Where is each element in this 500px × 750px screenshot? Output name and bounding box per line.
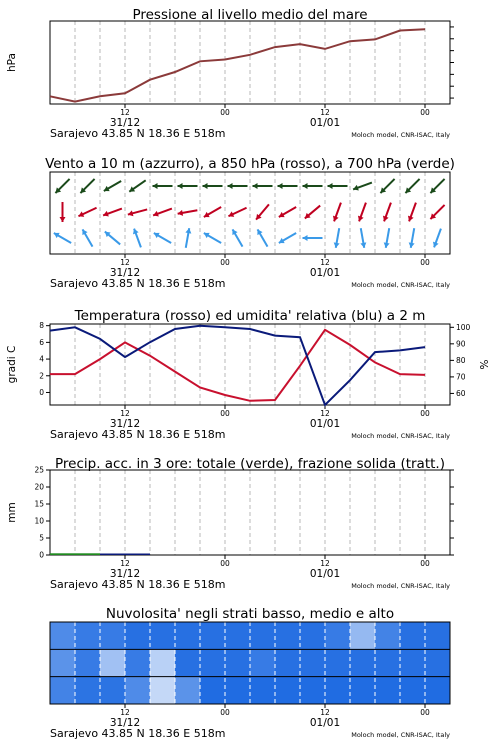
cloud-cell: [325, 677, 351, 705]
y-tick-label: 10: [34, 516, 44, 526]
x-tick-label: 12: [320, 708, 330, 717]
wind-head: [60, 217, 66, 222]
model-credit: Moloch model, CNR-ISAC, Italy: [351, 731, 450, 739]
cloud-cell: [350, 677, 376, 705]
date-label: 31/12: [109, 117, 141, 129]
cloud-cell: [325, 649, 351, 677]
wind-arrow: [80, 179, 94, 193]
wind-arrow: [204, 233, 221, 243]
x-tick-label: 00: [220, 708, 230, 717]
x-tick-label: 00: [220, 258, 230, 267]
cloud-cell: [300, 677, 326, 705]
date-label: 31/12: [109, 568, 141, 580]
wind-arrow: [408, 203, 416, 222]
cloud-cell: [200, 677, 226, 705]
wind-head: [153, 183, 158, 189]
cloud-cell: [125, 649, 151, 677]
wind-arrow: [153, 209, 172, 217]
wind-arrow: [358, 203, 366, 222]
wind-arrow: [128, 209, 147, 216]
cloud-cell: [350, 649, 376, 677]
wind-arrow: [54, 233, 71, 243]
wind-arrow: [256, 204, 269, 219]
plot-frame: [50, 324, 450, 405]
wind-head: [203, 183, 208, 189]
wind-arrow: [430, 179, 444, 193]
wind-arrow: [203, 183, 223, 189]
cloud-cell: [100, 677, 126, 705]
cloud-cell: [150, 622, 176, 650]
location-label: Sarajevo 43.85 N 18.36 E 518m: [50, 277, 226, 290]
cloud-cell: [300, 622, 326, 650]
cloud-cell: [175, 649, 201, 677]
y-tick-label: 4: [39, 354, 44, 364]
x-tick-label: 12: [120, 559, 130, 568]
pressure-panel: [6, 7, 454, 140]
x-tick-label: 12: [120, 108, 130, 117]
wind-arrow: [82, 229, 92, 246]
cloud-cell: [175, 622, 201, 650]
x-tick-label: 12: [320, 108, 330, 117]
wind-arrow: [279, 207, 296, 217]
cloud-cell: [250, 622, 276, 650]
cloud-cell: [100, 622, 126, 650]
y-tick-label: 8: [39, 321, 44, 331]
wind-arrow: [105, 232, 120, 245]
wind-head: [278, 183, 283, 189]
cloud-cell: [275, 677, 301, 705]
wind-arrow: [228, 183, 248, 189]
date-label: 01/01: [309, 717, 341, 729]
cloud-cell: [75, 649, 101, 677]
date-label: 01/01: [309, 267, 341, 279]
cloud-cell: [50, 677, 76, 705]
wind-head: [228, 183, 233, 189]
cloud-cell: [225, 677, 251, 705]
x-tick-label: 12: [320, 409, 330, 418]
wind-panel: [45, 156, 455, 290]
location-label: Sarajevo 43.85 N 18.36 E 518m: [50, 727, 226, 740]
temperature-line: [50, 330, 425, 401]
wind-arrow: [253, 183, 273, 189]
wind-arrow: [78, 208, 96, 217]
wind-arrow: [178, 210, 198, 216]
y-axis-label: hPa: [6, 53, 18, 72]
chart-title: Temperatura (rosso) ed umidita' relativa (blu) a 2 m: [74, 308, 426, 324]
x-tick-label: 00: [420, 258, 430, 267]
cloud-cell: [375, 622, 401, 650]
cloud-cell: [275, 649, 301, 677]
y-tick-label: 15: [34, 499, 44, 509]
wind-arrow: [303, 235, 323, 241]
chart-title: Precip. acc. in 3 ore: totale (verde), frazione solida (tratt.): [55, 456, 445, 472]
cloud-panel: [50, 606, 451, 740]
wind-arrow: [204, 207, 221, 217]
x-tick-label: 00: [420, 708, 430, 717]
cloud-cell: [375, 649, 401, 677]
cloud-cell: [400, 677, 426, 705]
wind-arrow: [178, 183, 198, 189]
cloud-cell: [350, 622, 376, 650]
wind-arrow: [103, 209, 122, 217]
cloud-cell: [50, 622, 76, 650]
x-tick-label: 12: [120, 258, 130, 267]
y-tick-label: 2: [39, 371, 44, 381]
chart-title: Vento a 10 m (azzurro), a 850 hPa (rosso), a 700 hPa (verde): [45, 156, 455, 172]
precip-bar: [125, 554, 150, 556]
date-label: 01/01: [309, 117, 341, 129]
y-tick-label: 0: [39, 387, 44, 397]
y-tick-label: 60: [456, 388, 466, 398]
x-tick-label: 00: [420, 108, 430, 117]
y-tick-label: 70: [456, 372, 466, 382]
wind-arrow: [228, 208, 246, 217]
x-tick-label: 12: [320, 559, 330, 568]
cloud-cell: [425, 622, 451, 650]
cloud-cell: [200, 622, 226, 650]
x-tick-label: 00: [420, 559, 430, 568]
y2-axis-label: %: [479, 359, 491, 370]
location-label: Sarajevo 43.85 N 18.36 E 518m: [50, 428, 226, 441]
y-tick-label: 25: [34, 465, 44, 475]
wind-arrow: [153, 183, 173, 189]
wind-arrow: [380, 179, 394, 193]
y-tick-label: 90: [456, 339, 466, 349]
model-credit: Moloch model, CNR-ISAC, Italy: [351, 432, 450, 440]
precipitation-panel: [6, 456, 454, 591]
cloud-cell: [225, 649, 251, 677]
wind-arrow: [303, 183, 323, 189]
cloud-cell: [250, 677, 276, 705]
cloud-cell: [250, 649, 276, 677]
wind-head: [178, 183, 183, 189]
y-tick-label: 20: [34, 482, 44, 492]
date-label: 01/01: [309, 418, 341, 430]
x-tick-label: 12: [120, 409, 130, 418]
cloud-cell: [325, 622, 351, 650]
wind-arrow: [430, 205, 444, 219]
wind-arrow: [409, 228, 415, 248]
wind-arrow: [278, 183, 298, 189]
wind-arrow: [334, 228, 340, 248]
precip-bar: [50, 553, 75, 555]
wind-head: [303, 235, 308, 241]
cloud-cell: [150, 649, 176, 677]
temperature-panel: [6, 308, 491, 441]
cloud-cell: [50, 649, 76, 677]
wind-arrow: [333, 203, 341, 222]
cloud-cell: [125, 677, 151, 705]
wind-arrow: [185, 228, 191, 248]
y-tick-label: 0: [39, 550, 44, 560]
wind-head: [253, 183, 258, 189]
x-tick-label: 12: [120, 708, 130, 717]
wind-arrow: [133, 229, 141, 248]
cloud-cell: [425, 677, 451, 705]
chart-title: Pressione al livello medio del mare: [132, 7, 368, 23]
y-axis-label: gradi C: [6, 345, 18, 384]
wind-arrow: [129, 180, 145, 191]
model-credit: Moloch model, CNR-ISAC, Italy: [351, 281, 450, 289]
wind-arrow: [279, 233, 296, 243]
wind-head: [328, 183, 333, 189]
y-tick-label: 80: [456, 355, 466, 365]
wind-arrow: [232, 229, 242, 246]
wind-arrow: [55, 179, 69, 193]
wind-arrow: [405, 179, 419, 193]
x-tick-label: 12: [320, 258, 330, 267]
model-credit: Moloch model, CNR-ISAC, Italy: [351, 582, 450, 590]
cloud-cell: [200, 649, 226, 677]
cloud-cell: [400, 649, 426, 677]
date-label: 01/01: [309, 568, 341, 580]
location-label: Sarajevo 43.85 N 18.36 E 518m: [50, 578, 226, 591]
y-tick-label: 5: [39, 533, 44, 543]
cloud-cell: [275, 622, 301, 650]
y-tick-label: 100: [456, 322, 471, 332]
wind-arrow: [433, 229, 441, 248]
wind-arrow: [104, 181, 121, 191]
humidity-line: [50, 326, 425, 405]
x-tick-label: 00: [220, 108, 230, 117]
cloud-cell: [125, 622, 151, 650]
wind-arrow: [360, 228, 366, 248]
cloud-cell: [100, 649, 126, 677]
precip-bar: [75, 553, 100, 555]
cloud-cell: [400, 622, 426, 650]
x-tick-label: 00: [220, 409, 230, 418]
wind-arrow: [353, 183, 372, 191]
wind-arrow: [328, 183, 348, 189]
model-credit: Moloch model, CNR-ISAC, Italy: [351, 131, 450, 139]
wind-arrow: [257, 229, 267, 246]
pressure-line: [50, 29, 425, 101]
chart-title: Nuvolosita' negli strati basso, medio e alto: [105, 606, 395, 622]
x-tick-label: 00: [220, 559, 230, 568]
wind-head: [303, 183, 308, 189]
precip-bar: [100, 554, 125, 556]
cloud-cell: [175, 677, 201, 705]
y-tick-label: 6: [39, 337, 44, 347]
x-tick-label: 00: [420, 409, 430, 418]
cloud-cell: [300, 649, 326, 677]
cloud-cell: [150, 677, 176, 705]
date-label: 31/12: [109, 717, 141, 729]
cloud-cell: [75, 677, 101, 705]
cloud-cell: [225, 622, 251, 650]
cloud-cell: [375, 677, 401, 705]
cloud-cell: [425, 649, 451, 677]
location-label: Sarajevo 43.85 N 18.36 E 518m: [50, 127, 226, 140]
date-label: 31/12: [109, 267, 141, 279]
cloud-cell: [75, 622, 101, 650]
wind-arrow: [305, 206, 320, 219]
wind-arrow: [384, 228, 390, 248]
wind-arrow: [154, 233, 171, 243]
wind-arrow: [60, 202, 66, 222]
wind-arrow: [383, 203, 391, 222]
date-label: 31/12: [109, 418, 141, 430]
y-axis-label: mm: [6, 502, 18, 523]
